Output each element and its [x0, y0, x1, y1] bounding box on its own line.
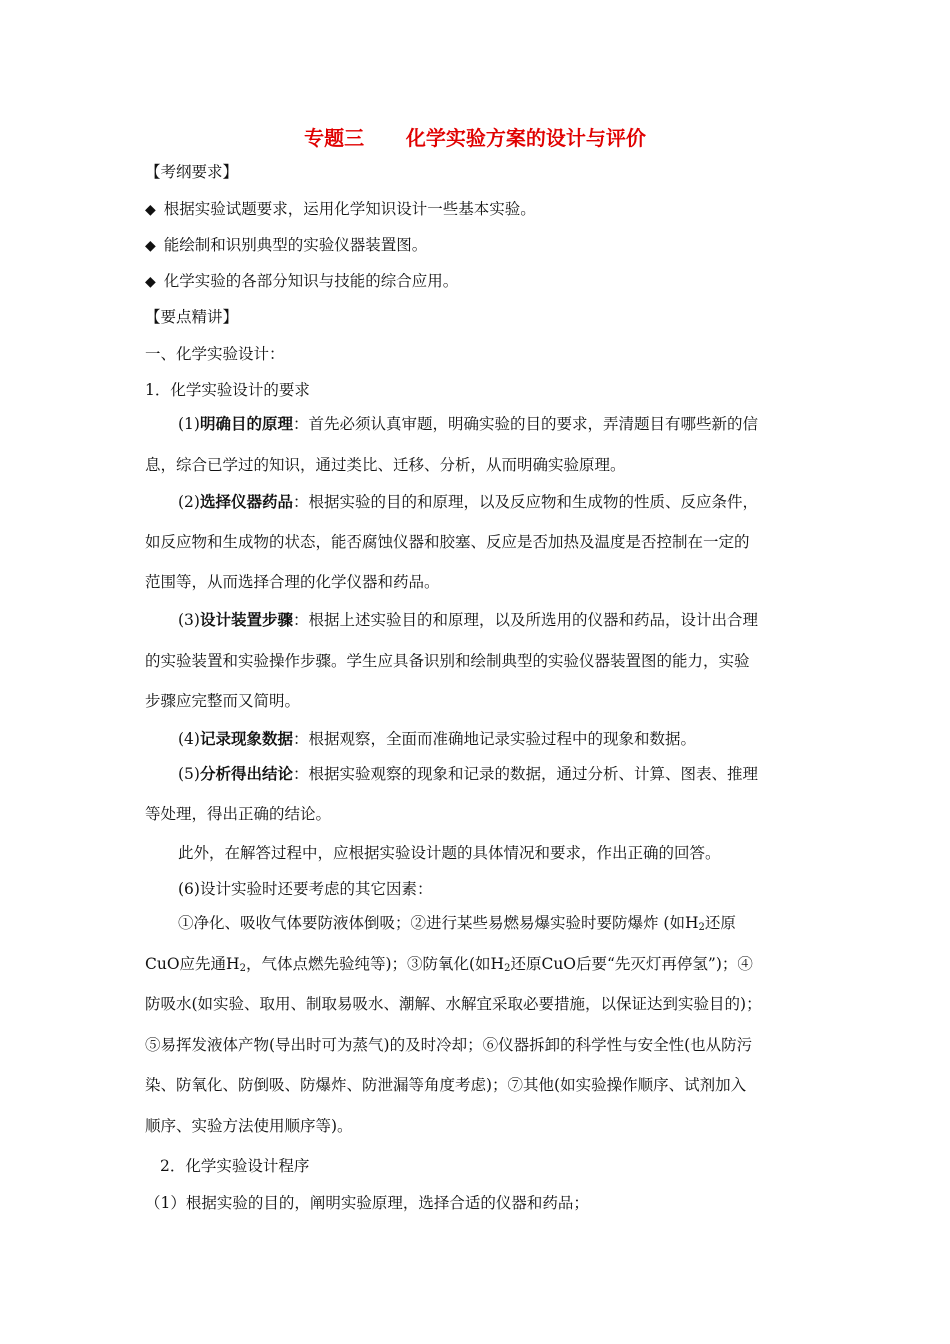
item-heading: 1．化学实验设计的要求: [145, 381, 310, 399]
paragraph-line: 等处理，得出正确的结论。: [145, 805, 332, 823]
diamond-bullet-icon: ◆: [145, 274, 156, 290]
requirement-paragraph: (3)设计装置步骤：根据上述实验目的和原理，以及所选用的仪器和药品，设计出合理: [178, 611, 758, 629]
requirement-paragraph: (6)设计实验时还要考虑的其它因素：: [178, 880, 433, 898]
requirement-keyword: 选择仪器药品: [199, 493, 293, 511]
bullet-item: ◆ 化学实验的各部分知识与技能的综合应用。: [145, 272, 459, 290]
requirement-paragraph: (2)选择仪器药品：根据实验的目的和原理，以及反应物和生成物的性质、反应条件，: [178, 493, 758, 511]
requirement-paragraph: (1)明确目的原理：首先必须认真审题，明确实验的目的要求，弄清题目有哪些新的信: [178, 415, 758, 433]
paragraph-line: 息，综合已学过的知识，通过类比、迁移、分析，从而明确实验原理。: [145, 456, 626, 474]
requirement-paragraph: (4)记录现象数据：根据观察，全面而准确地记录实验过程中的现象和数据。: [178, 730, 696, 748]
part-heading: 一、化学实验设计：: [145, 345, 285, 363]
requirement-keyword: 设计装置步骤: [199, 611, 293, 629]
item-heading: 2．化学实验设计程序: [160, 1157, 310, 1175]
paragraph-line: 染、防氧化、防倒吸、防爆炸、防泄漏等角度考虑)；⑦其他(如实验操作顺序、试剂加入: [145, 1076, 747, 1094]
paragraph-line: 此外，在解答过程中，应根据实验设计题的具体情况和要求，作出正确的回答。: [178, 844, 721, 862]
paragraph-line: 顺序、实验方法使用顺序等)。: [145, 1117, 353, 1135]
section-heading-kaogang: 【考纲要求】: [145, 163, 239, 181]
bullet-item: ◆ 根据实验试题要求，运用化学知识设计一些基本实验。: [145, 200, 536, 218]
diamond-bullet-icon: ◆: [145, 202, 156, 218]
document-title: 专题三 化学实验方案的设计与评价: [304, 126, 646, 150]
step-line: （1）根据实验的目的，阐明实验原理，选择合适的仪器和药品；: [145, 1194, 589, 1212]
requirement-keyword: 记录现象数据: [199, 730, 293, 748]
section-heading-yaodian: 【要点精讲】: [145, 308, 239, 326]
paragraph-line: 如反应物和生成物的状态，能否腐蚀仪器和胶塞、反应是否加热及温度是否控制在一定的: [145, 533, 750, 551]
paragraph-line: 防吸水(如实验、取用、制取易吸水、潮解、水解宜采取必要措施，以保证达到实验目的)；: [145, 995, 762, 1013]
paragraph-line: 范围等，从而选择合理的化学仪器和药品。: [145, 573, 440, 591]
paragraph-line: 的实验装置和实验操作步骤。学生应具备识别和绘制典型的实验仪器装置图的能力，实验: [145, 652, 750, 670]
requirement-paragraph: (5)分析得出结论：根据实验观察的现象和记录的数据，通过分析、计算、图表、推理: [178, 765, 758, 783]
paragraph-line: CuO应先通$H_2$，气体点燃先验纯等)；③防氧化(如$H_2$还原CuO后要“先灭灯再停氢”)；④: [145, 955, 753, 974]
paragraph-line: ⑤易挥发液体产物(导出时可为蒸气)的及时冷却；⑥仪器拆卸的科学性与安全性(也从防污: [145, 1036, 753, 1054]
paragraph-line: 步骤应完整而又简明。: [145, 692, 301, 710]
paragraph-line: ①净化、吸收气体要防液体倒吸；②进行某些易燃易爆实验时要防爆炸 (如$H_2$还原: [178, 914, 736, 933]
diamond-bullet-icon: ◆: [145, 238, 156, 254]
requirement-keyword: 分析得出结论: [199, 765, 293, 783]
bullet-item: ◆ 能绘制和识别典型的实验仪器装置图。: [145, 236, 428, 254]
requirement-keyword: 明确目的原理: [199, 415, 293, 433]
